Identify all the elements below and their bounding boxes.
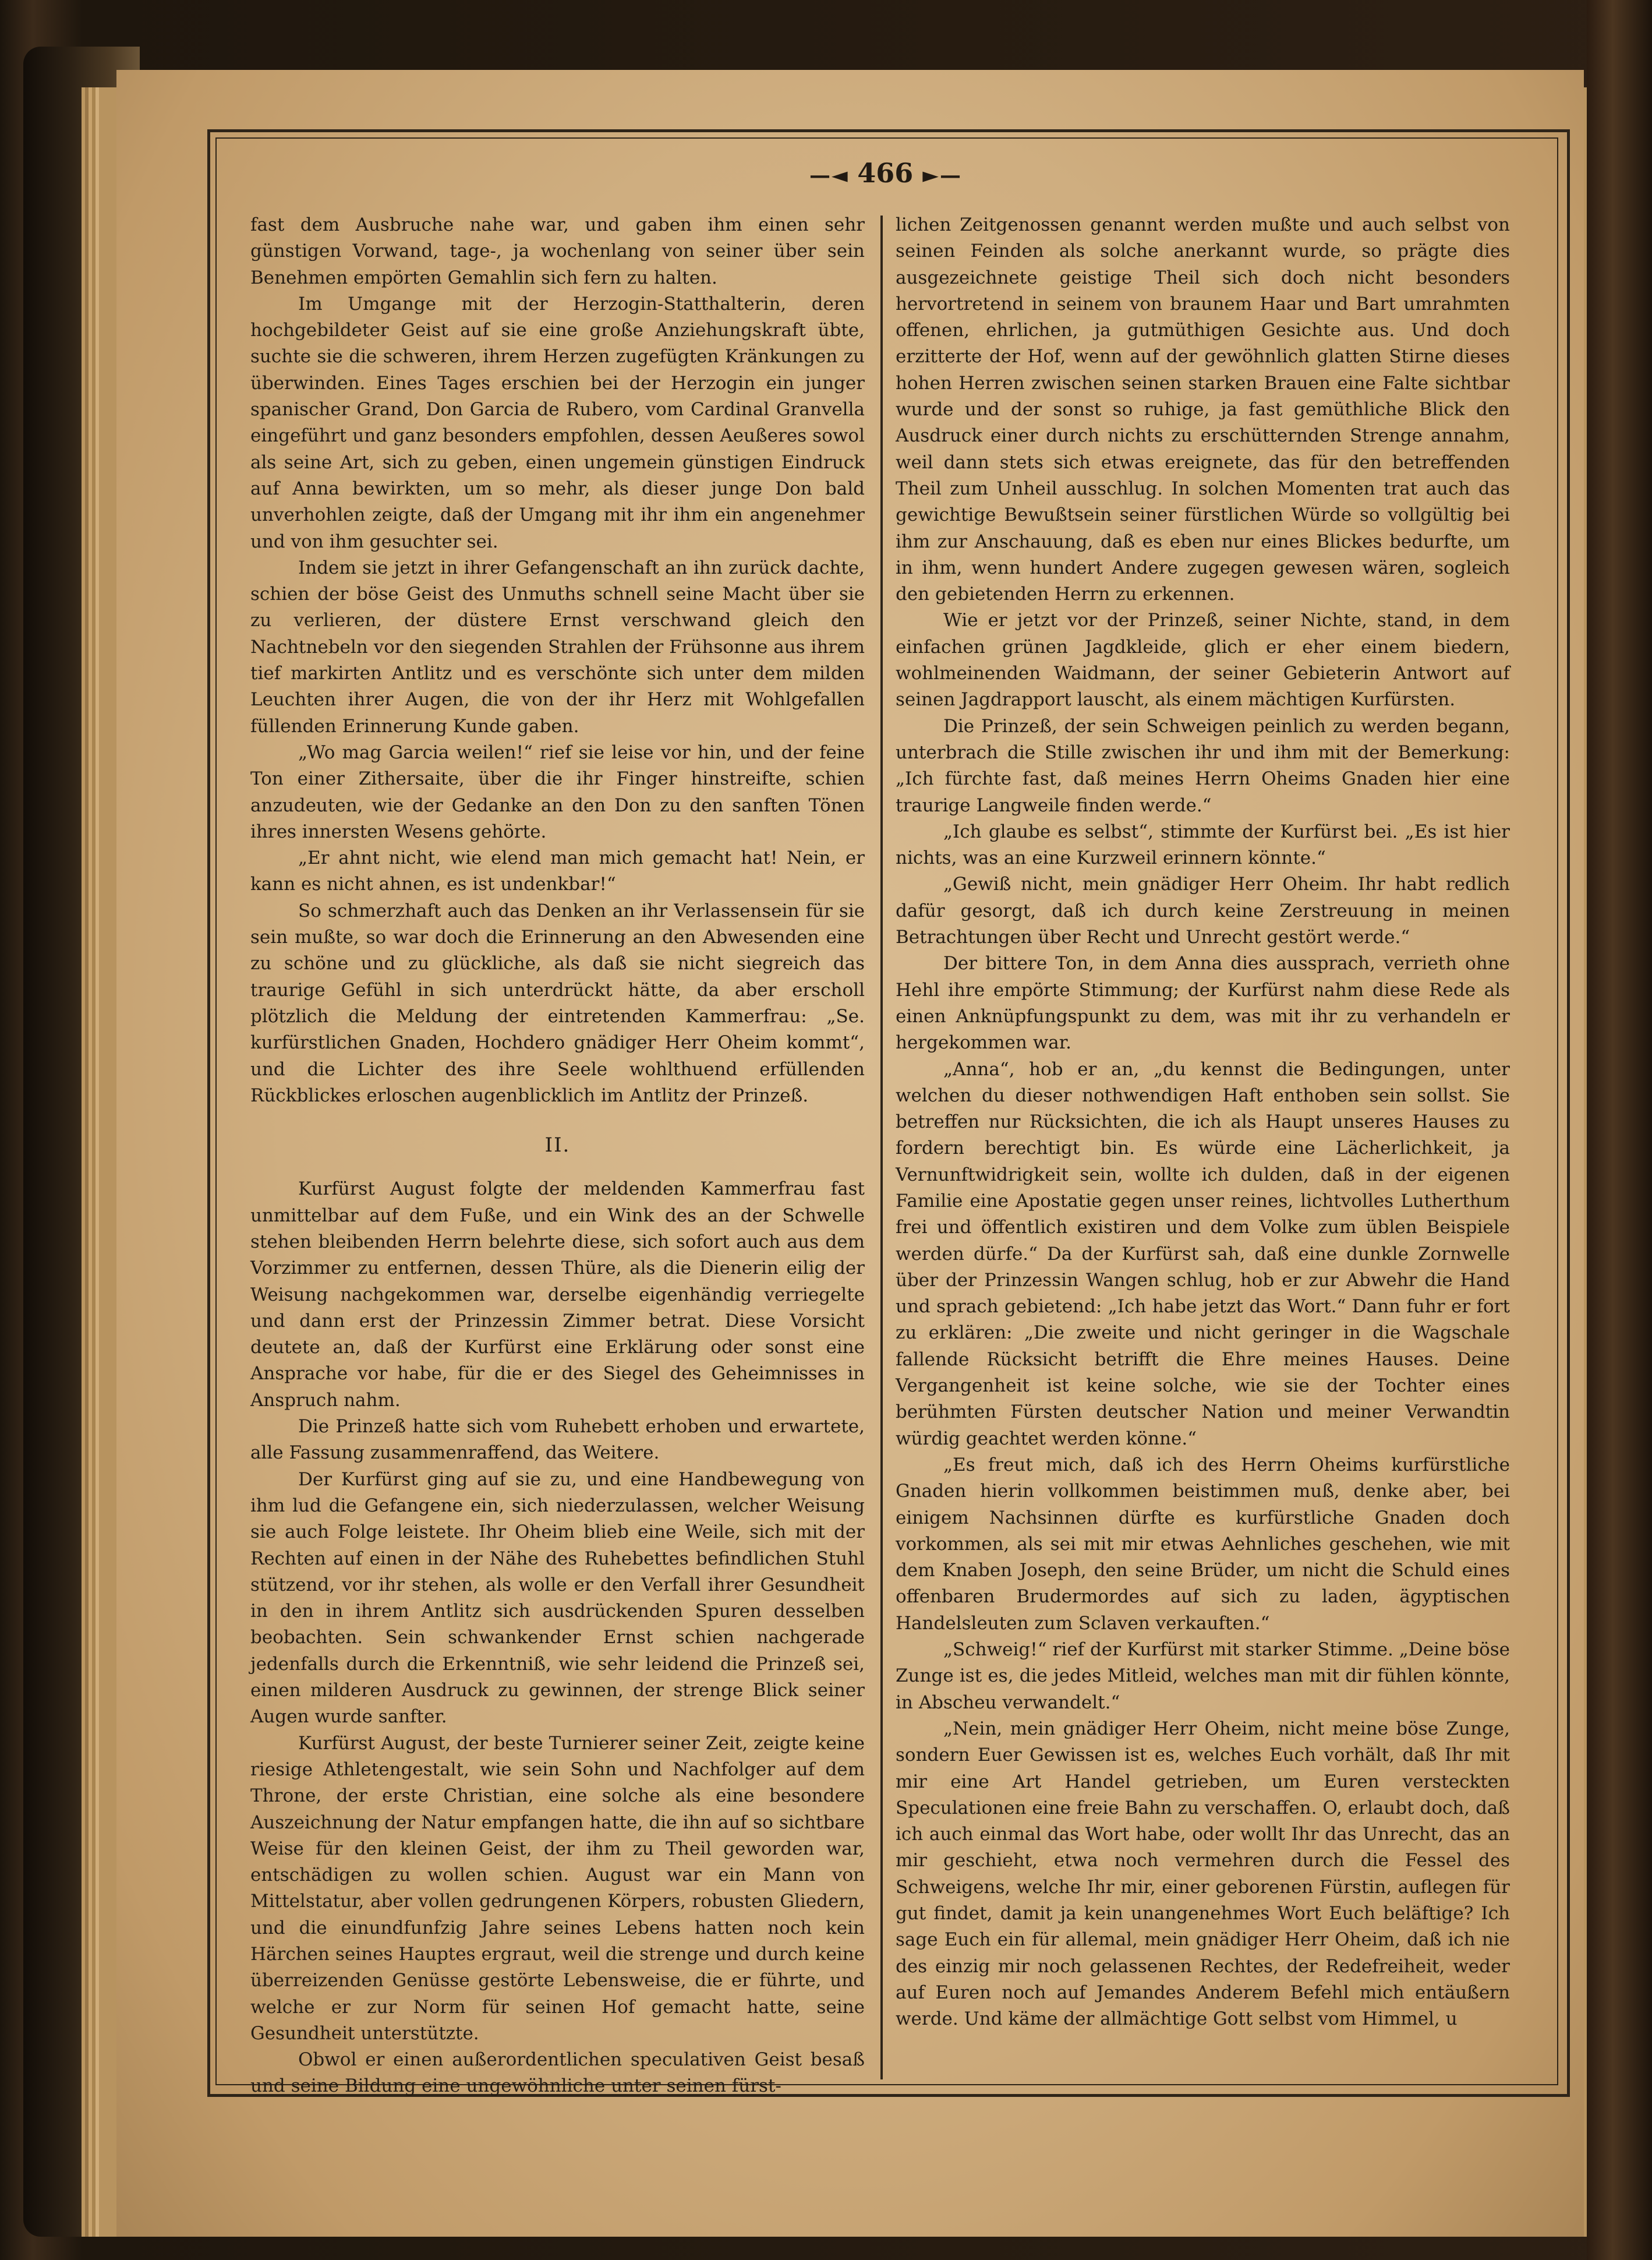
- paragraph: „Anna“, hob er an, „du kennst die Bedingungen, unter welchen du dieser nothwendigen Haft enthoben sein sollst. Sie betreffen nur Rücksichten, die ich als Haupt unseres Hauses zu fordern berechtigt bin. Es würde eine Lächerlichkeit, ja Vernunftwidrigkeit sein, wollte ich dulden, daß in der eigenen Familie eine Apostatie gegen unser reines, lichtvolles Lutherthum frei und öffentlich existiren und dem Volke zum üblen Beispiele werden dürfe.“ Da der Kurfürst sah, daß eine dunkle Zornwelle über der Prinzessin Wangen schlug, hob er zur Abwehr die Hand und sprach gebietend: „Ich habe jetzt das Wort.“ Dann fuhr er fort zu erklären: „Die zweite und nicht geringer in die Wagschale fallende Rücksicht betrifft die Ehre meines Hauses. Deine Vergangenheit ist keine solche, wie sie der Tochter eines berühmten Fürsten deutscher Nation und meiner Verwandtin würdig geachtet werden könne.“: [896, 1058, 1510, 1449]
- paragraph: „Ich glaube es selbst“, stimmte der Kurfürst bei. „Es ist hier nichts, was an eine Kurzweil erinnern könnte.“: [896, 821, 1510, 869]
- paragraph: lichen Zeitgenossen genannt werden mußte und auch selbst von seinen Feinden als solche anerkannt wurde, so prägte dies ausgezeichnete geistige Theil sich doch nicht besonders hervortretend in seinem von braunem Haar und Bart umrahmten offenen, ehrlichen, ja gutmüthigen Gesichte aus. Und doch erzitterte der Hof, wenn auf der gewöhnlich glatten Stirne dieses hohen Herren zwischen seinen starken Brauen eine Falte sichtbar wurde und der sonst so ruhige, ja fast gemüthliche Blick den Ausdruck einer durch nichts zu erschütternden Strenge annahm, weil dann stets sich etwas ereignete, das für den betreffenden Theil zum Unheil ausschlug. In solchen Momenten trat auch das gewichtige Bewußtsein seiner fürstlichen Würde so vollgültig bei ihm zur Anschauung, daß es eben nur eines Blickes bedurfte, um in ihm, wenn hundert Andere zugegen gewesen wären, sogleich den gebietenden Herrn zu erkennen.: [896, 214, 1510, 605]
- right-column: [896, 212, 1510, 2032]
- paragraph: Obwol er einen außerordentlichen speculativen Geist besaß und seine Bildung eine ungewöhnliche unter seinen fürst-: [250, 2049, 865, 2097]
- paragraph: „Er ahnt nicht, wie elend man mich gemacht hat! Nein, er kann es nicht ahnen, es ist undenkbar!“: [250, 848, 865, 895]
- header-ornament-left: —: [809, 163, 832, 188]
- paragraph: „Schweig!“ rief der Kurfürst mit starker Stimme. „Deine böse Zunge ist es, die jedes Mitleid, welches man mit dir fühlen könnte, in Abscheu verwandelt.“: [896, 1639, 1510, 1713]
- page-header: [215, 157, 1556, 189]
- column-divider: [880, 216, 883, 2079]
- paragraph: „Nein, mein gnädiger Herr Oheim, nicht meine böse Zunge, sondern Euer Gewissen ist es, welches Euch vorhält, daß Ihr mit mir eine Art Handel getrieben, um Euren versteckten Speculationen eine freie Bahn zu verschaffen. O, erlaubt doch, daß ich auch einmal das Wort habe, oder wollt Ihr das Unrecht, das an mir geschieht, etwa noch vermehren durch die Fessel des Schweigens, welche Ihr mir, einer geborenen Fürstin, auflegen für gut findet, damit ja kein unangenehmes Wort Euch beläftige? Ich sage Euch ein für allemal, mein gnädiger Herr Oheim, daß ich nie des einzig mir noch gelassenen Rechtes, der Redefreiheit, weder auf Euren noch auf Jemandes Anderem Befehl mich entäußern werde. Und käme der allmächtige Gott selbst vom Himmel, u: [896, 1718, 1510, 2030]
- paragraph: Wie er jetzt vor der Prinzeß, seiner Nichte, stand, in dem einfachen grünen Jagdkleide, glich er eher einem biedern, wohlmeinenden Waidmann, der seiner Gebieterin Antwort auf seinen Jagdrapport lauscht, als einem mächtigen Kurfürsten.: [896, 610, 1510, 711]
- paragraph: Im Umgange mit der Herzogin-Statthalterin, deren hochgebildeter Geist auf sie eine große Anziehungskraft übte, suchte sie die schweren, ihrem Herzen zugefügten Kränkungen zu überwinden. Eines Tages erschien bei der Herzogin ein junger spanischer Grand, Don Garcia de Rubero, vom Cardinal Granvella eingeführt und ganz besonders empfohlen, dessen Aeußeres sowol als seine Art, sich zu geben, einen ungemein günstigen Eindruck auf Anna bewirkten, um so mehr, als dieser junge Don bald unverhohlen zeigte, daß der Umgang mit ihr ihm ein angenehmer und von ihm gesuchter sei.: [250, 293, 865, 552]
- paragraph: fast dem Ausbruche nahe war, und gaben ihm einen sehr günstigen Vorwand, tage-, ja wochenlang von seiner über sein Benehmen empörten Gemahlin sich fern zu halten.: [250, 214, 865, 288]
- paragraph: „Wo mag Garcia weilen!“ rief sie leise vor hin, und der feine Ton einer Zithersaite, über die ihr Finger hinstreifte, schien anzudeuten, wie der Gedanke an den Don zu den sanften Tönen ihres innersten Wesens gehörte.: [250, 741, 865, 842]
- paragraph: Indem sie jetzt in ihrer Gefangenschaft an ihn zurück dachte, schien der böse Geist des Unmuths schnell seine Macht über sie zu verlieren, der düstere Ernst verschwand gleich den Nachtnebeln vor den siegenden Strahlen der Frühsonne aus ihrem tief markirten Antlitz und es verschönte sich unter dem milden Leuchten ihrer Augen, die von der ihr Herz mit Wohlgefallen füllenden Erinnerung Kunde gaben.: [250, 557, 865, 737]
- paragraph: Die Prinzeß hatte sich vom Ruhebett erhoben und erwartete, alle Fassung zusammenraffend, das Weitere.: [250, 1416, 865, 1464]
- paragraph: Der Kurfürst ging auf sie zu, und eine Handbewegung von ihm lud die Gefangene ein, sich niederzulassen, welcher Weisung sie auch Folge leistete. Ihr Oheim blieb eine Weile, sich mit der Rechten auf einen in der Nähe des Ruhebettes befindlichen Stuhl stützend, vor ihr stehen, als wolle er den Verfall ihrer Gesundheit in den in ihrem Antlitz sich ausdrückenden Spuren desselben beobachten. Sein schwankender Ernst schien nachgerade jedenfalls durch die Erkenntniß, wie sehr leidend die Prinzeß sei, einen milderen Ausdruck zu gewinnen, der strenge Blick seiner Augen wurde sanfter.: [250, 1468, 865, 1728]
- section-heading: II.: [544, 1133, 571, 1157]
- paragraph: Die Prinzeß, der sein Schweigen peinlich zu werden begann, unterbrach die Stille zwischen ihr und ihm mit der Bemerkung: „Ich fürchte fast, daß meines Herrn Oheims Gnaden hier eine traurige Langweile finden werde.“: [896, 715, 1510, 816]
- page-number: 466: [857, 157, 914, 189]
- paragraph: „Es freut mich, daß ich des Herrn Oheims kurfürstliche Gnaden hierin vollkommen beistimmen muß, denke aber, bei einigem Nachsinnen dürfte es kurfürstliche Gnaden doch vorkommen, als sei mit mir etwas Aehnliches geschehen, wie mit dem Knaben Joseph, den seine Brüder, um nicht die Schuld eines offenbaren Brudermordes auf sich zu laden, ägyptischen Handelsleuten zum Sclaven verkauften.“: [896, 1454, 1510, 1634]
- header-flourish-right: ►: [922, 163, 940, 188]
- paragraph: So schmerzhaft auch das Denken an ihr Verlassensein für sie sein mußte, so war doch die Erinnerung an den Abwesenden eine zu schöne und zu glückliche, als daß sie nicht siegreich das traurige Gefühl in sich unterdrückt hätte, da aber erscholl plötzlich die Meldung der eintretenden Kammerfrau: „Se. kurfürstlichen Gnaden, Hochdero gnädiger Herr Oheim kommt“, und die Lichter des ihre Seele wohlthuend erfüllenden Rückblickes erloschen augenblicklich im Antlitz der Prinzeß.: [250, 900, 865, 1106]
- paragraph: Kurfürst August, der beste Turnierer seiner Zeit, zeigte keine riesige Athletengestalt, wie sein Sohn und Nachfolger auf dem Throne, der erste Christian, eine solche als eine besondere Auszeichnung der Natur empfangen hatte, die ihn auf so sichtbare Weise für den kleinen Geist, der ihm zu Theil geworden war, entschädigen zu wollen schien. August war ein Mann von Mittelstatur, aber vollen gedrungenen Körpers, robusten Gliedern, und die einundfunfzig Jahre seines Lebens hatten noch kein Härchen seines Hauptes ergraut, weil die strenge und durch keine überreizenden Genüsse gestörte Lebensweise, die er führte, und welche er zur Norm für seinen Hof gemacht hatte, seine Gesundheit unterstützte.: [250, 1732, 865, 2044]
- paragraph: Der bittere Ton, in dem Anna dies aussprach, verrieth ohne Hehl ihre empörte Stimmung; der Kurfürst nahm diese Rede als einen Anknüpfungspunkt zu dem, was mit ihr zu verhandeln er hergekommen war.: [896, 953, 1510, 1054]
- header-ornament-right: —: [939, 163, 962, 188]
- paragraph: „Gewiß nicht, mein gnädiger Herr Oheim. Ihr habt redlich dafür gesorgt, daß ich durch keine Zerstreuung in meinen Betrachtungen über Recht und Unrecht gestört werde.“: [896, 874, 1510, 948]
- paragraph: Kurfürst August folgte der meldenden Kammerfrau fast unmittelbar auf dem Fuße, und ein Wink des an der Schwelle stehen bleibenden Herrn belehrte diese, sich sofort auch aus dem Vorzimmer zu entfernen, dessen Thüre, als die Dienerin eilig der Weisung nachgekommen war, derselbe eigenhändig verriegelte und dann erst der Prinzessin Zimmer betrat. Diese Vorsicht deutete an, daß der Kurfürst eine Erklärung oder sonst eine Ansprache vor habe, für die er des Siegel des Geheimnisses in Anspruch nahm.: [250, 1178, 865, 1411]
- left-column: [250, 212, 865, 2100]
- header-flourish-left: ◄: [832, 163, 858, 188]
- book-spine-right: [1587, 0, 1652, 2260]
